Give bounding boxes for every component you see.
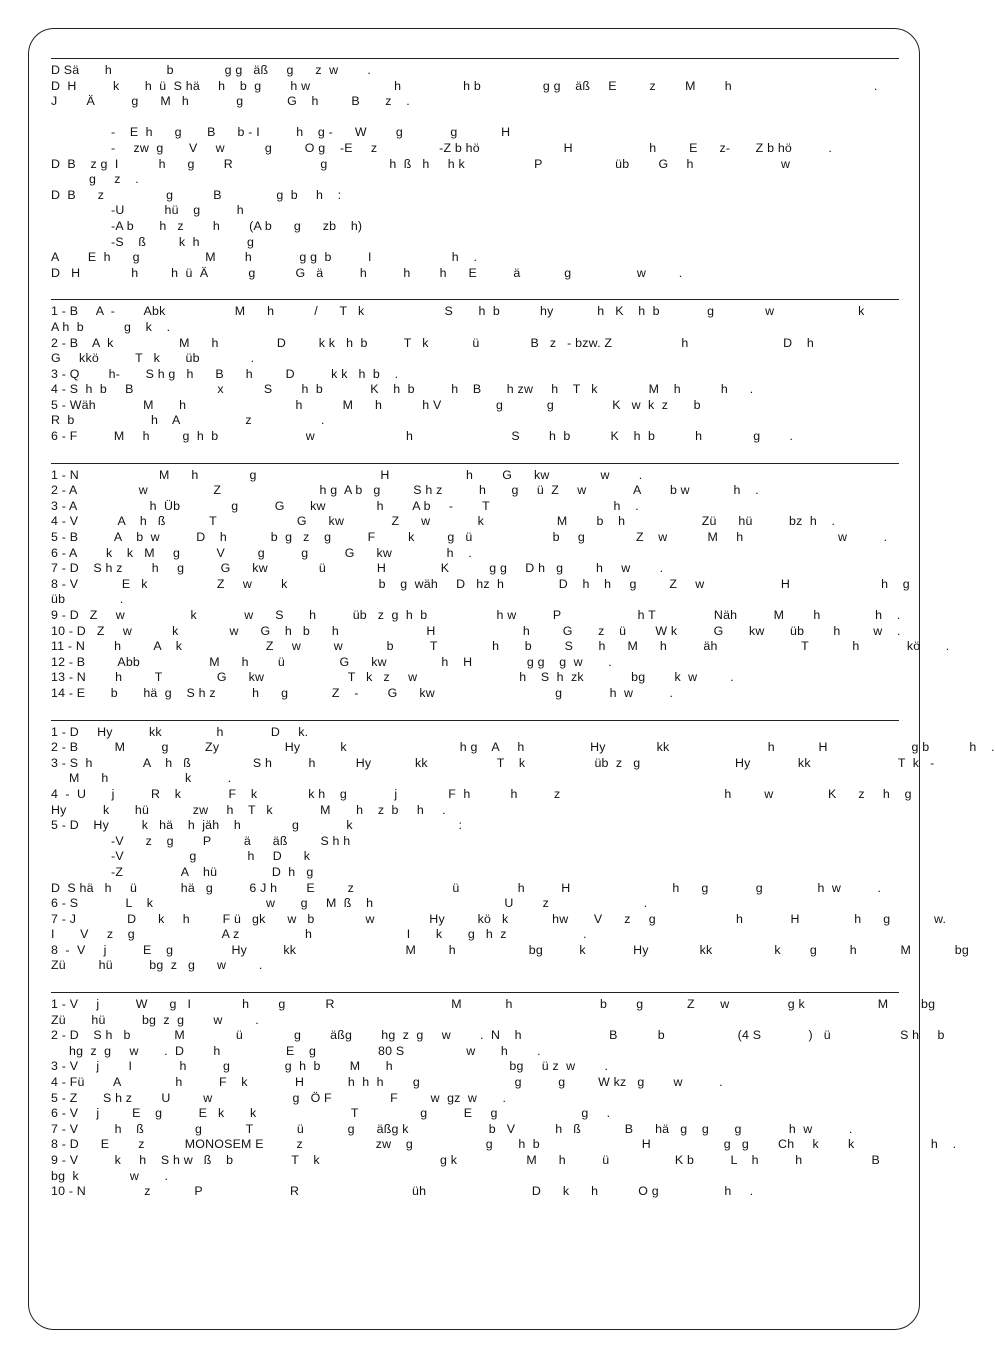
text-line: -A b h z h (A b g zb h) [111, 218, 363, 233]
text-line: 8 - V E k Z w k b g wäh D hz h D h h g Z w H h g [51, 576, 910, 591]
section-1 [51, 58, 899, 281]
text-line: 6 - V j E g E k k T g E g g . [51, 1106, 611, 1121]
text-line: 7 - V h ß g T ü g äßg k b V h ß B hä g g g h w . [51, 1121, 853, 1136]
text-line: 14 - E b hä g S h z h g Z - G kw g h w . [51, 685, 674, 700]
text-line: D Sä h b g g äß g z w . [51, 63, 372, 77]
text-line: G kkö T k üb . [51, 351, 255, 366]
text-line: bg k w . [51, 1168, 169, 1183]
text-line: 12 - B Abb M h ü G kw h H g g g w . [51, 654, 612, 669]
section-divider [51, 299, 899, 300]
text-line: hg z g w . D h E g 80 S w h . [69, 1043, 541, 1058]
text-line: üb . [51, 592, 124, 607]
text-line: R b h A z . [51, 413, 325, 428]
text-line: 2 - D S h b M ü g äßg hg z g w . N h B b (4 S ) ü S h b [51, 1028, 945, 1043]
text-line: 3 - Q h- S h g h B h D k k h b . [51, 366, 399, 381]
text-line: 6 - S L k w g M ß h U z . [51, 896, 648, 911]
text-line: 5 - D Hy k hä h jäh h g k : [51, 818, 463, 833]
text-line: I V z g A z h I k g h z . [51, 927, 587, 942]
text-line: 2 - A w Z h g A b g S h z h g ü Z w A b w h . [51, 483, 759, 498]
text-line: 7 - D S h z h g G kw ü H K g g D h g h w . [51, 561, 664, 576]
text-line: 10 - N z P R üh D k h O g h . [51, 1184, 754, 1199]
text-line: - zw g V w g O g -E z -Z b hö H h E z- Z b hö . [111, 140, 833, 155]
text-line: D S hä h ü hä g 6 J h E z ü h H h g g h w . [51, 880, 882, 895]
text-line: 4 - Fü A h F k H h h h g g g W kz g w . [51, 1075, 723, 1090]
text-line: 6 - F M h g h b w h S h b K h b h g . [51, 429, 794, 444]
text-line: D H h h ü Ä g G ä h h h E ä g w . [51, 265, 683, 280]
text-line: -S ß k h g [111, 234, 255, 249]
text-line: -U hü g h [111, 203, 244, 218]
text-line: 1 - B A - Abk M h / T k S h b hy h K h b g w k [51, 304, 865, 319]
text-line: -V z g P ä äß S h h [111, 833, 351, 848]
text-line: 1 - V j W g I h g R M h b g Z w g k M bg [51, 997, 936, 1012]
section-5 [51, 992, 957, 1200]
text-line: -V g h D k [111, 849, 311, 864]
text-line: 9 - D Z w k w S h üb z g h b h w P h T Näh M h h . [51, 608, 901, 622]
text-line: 3 - V j I h g g h b M h bg ü z w . [51, 1059, 609, 1074]
text-line: 8 - V j E g Hy kk M h bg k Hy kk k g h M bg [51, 942, 969, 957]
text-line: g z . [89, 172, 139, 187]
text-line: 3 - S h A h ß S h h Hy kk T k üb z g Hy kk T k - [51, 755, 935, 770]
text-line: D H k h ü S hä h b g h w h h b g g äß E z M h . [51, 78, 878, 93]
text-line: Hy k hü zw h T k M h z b h . [51, 802, 446, 817]
text-line: 1 - N M h g H h G kw w . [51, 467, 643, 482]
text-line: 3 - A h Üb g G kw h A b - T h . [51, 498, 639, 513]
text-line: 4 - V A h ß T G kw Z w k M b h Zü hü bz h . [51, 514, 836, 529]
section-3 [51, 463, 950, 702]
document-body [51, 58, 995, 1200]
section-divider [51, 463, 899, 464]
text-line: A h b g k . [51, 319, 171, 334]
text-line: 9 - V k h S h w ß b T k g k M h ü K b L h h B [51, 1153, 880, 1167]
text-line: J Ä g M h g G h B z . [51, 94, 410, 109]
text-line: 8 - D E z MONOSEM E z zw g g h b H g g Ch k k h . [51, 1137, 957, 1152]
text-line: 11 - N h A k Z w w b T h b S h M h äh T h kö . [51, 639, 950, 654]
text-line: 5 - Wäh M h h M h h V g g K w k z b [51, 397, 701, 412]
section-4 [51, 720, 995, 975]
text-line: - E h g B b - I h g - W g g H [111, 125, 511, 140]
text-line: 4 - S h b B x S h b K h b h B h zw h T k M h h . [51, 382, 754, 397]
text-line: M h k . [69, 771, 232, 786]
text-line: 5 - Z S h z U w g Ö F F w gz w . [51, 1090, 507, 1105]
text-line: 7 - J D k h F ü gk w b w Hy kö k hw V z g h H h g w. [51, 911, 947, 926]
section-divider [51, 720, 899, 721]
text-line: D B z g I h g R g h ß h h k P üb G h w [51, 156, 791, 171]
section-divider [51, 58, 899, 59]
section-2 [51, 299, 899, 444]
text-line: A E h g M h g g b I h . [51, 250, 478, 265]
text-line: 2 - B M g Zy Hy k h g A h Hy kk h H g b h . [51, 740, 995, 755]
text-line: Zü hü bg z g w . [51, 1012, 259, 1027]
text-line: 4 - U j R k F k k h g j F h h z h w K z h g [51, 786, 912, 801]
text-line: D B z g B g b h : [51, 187, 342, 202]
text-line: 10 - D Z w k w G h b h H h G z ü W k G kw üb h w . [51, 623, 901, 638]
text-line: 5 - B A b w D h b g z g F k g ü b g Z w M h w . [51, 530, 888, 545]
text-line: 13 - N h T G kw T k z w h S h zk bg k w . [51, 670, 734, 685]
text-line [51, 110, 899, 126]
text-line: Zü hü bg z g w . [51, 958, 263, 973]
text-line: 1 - D Hy kk h D k. [51, 724, 309, 739]
text-line: -Z A hü D h g [111, 864, 314, 879]
text-line: 6 - A k k M g V g g G kw h . [51, 545, 472, 560]
text-line: 2 - B A k M h D k k h b T k ü B z - bzw. Z h D h [51, 335, 814, 350]
section-divider [51, 992, 899, 993]
